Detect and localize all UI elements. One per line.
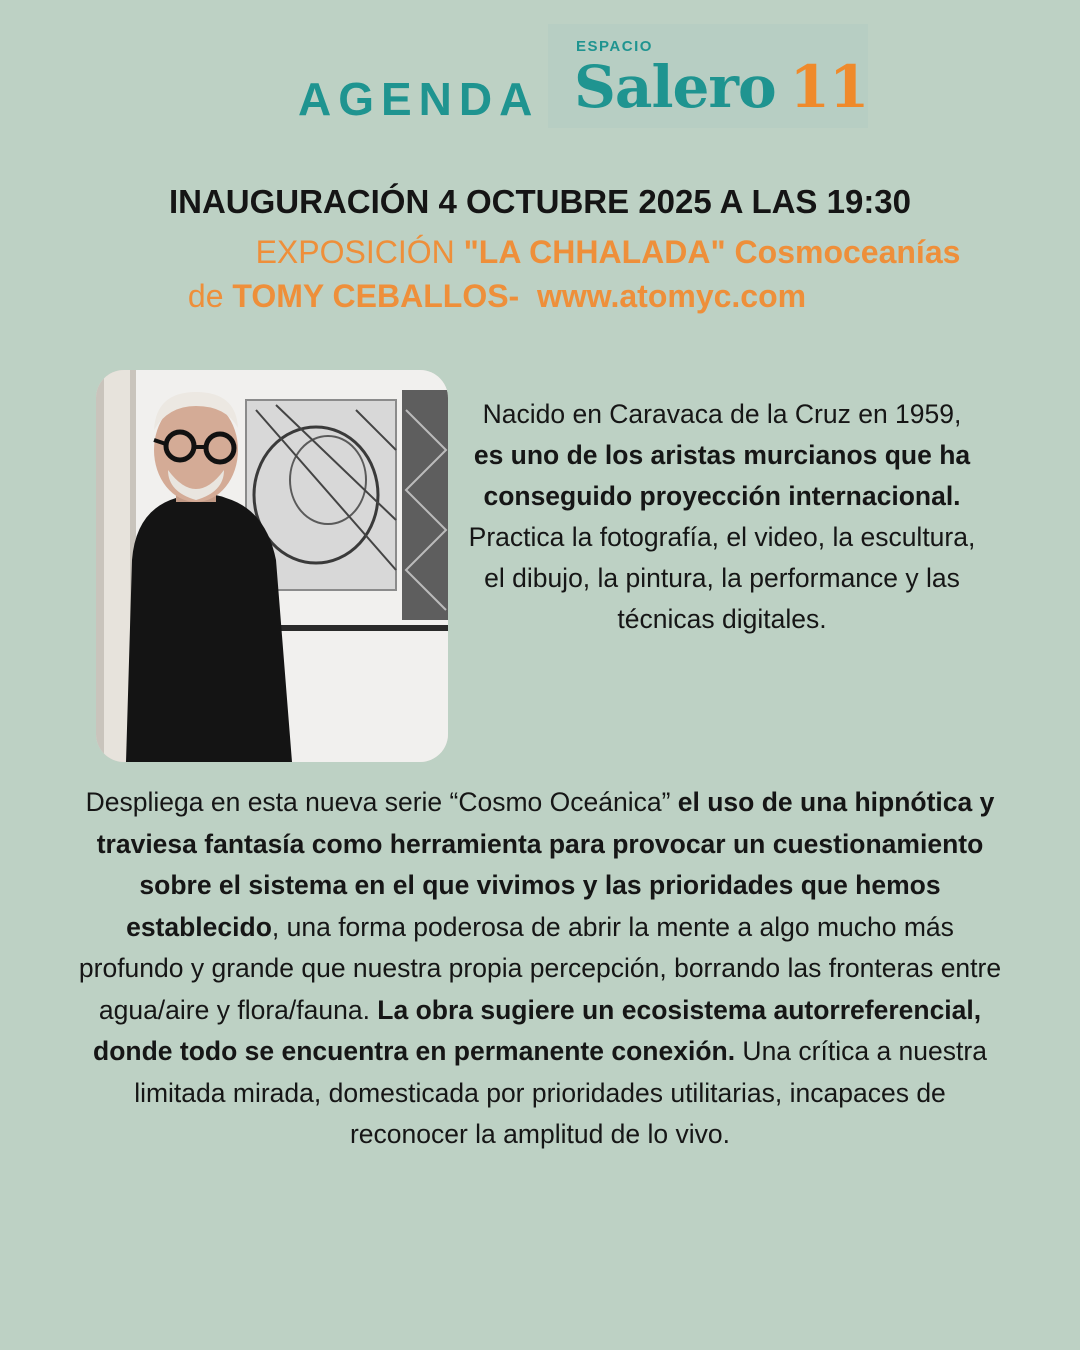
logo-name-text: Salero: [574, 53, 776, 121]
salero-logo: [548, 24, 868, 128]
portrait-illustration: [96, 370, 448, 762]
artist-portrait-icon: [96, 370, 448, 762]
description-bold-1: el uso de una hipnótica y traviesa fantasía como herramienta para provocar un cuestionamiento sobre el sistema en el que vivimos y las prioridades que hemos establecido: [96, 787, 995, 942]
exhibition-title-line: [0, 230, 1080, 274]
artist-bio: [466, 394, 978, 640]
exhibition-info: [0, 230, 1080, 318]
bio-intro: Nacido en Caravaca de la Cruz en 1959,: [482, 399, 962, 429]
exhibition-by: de: [187, 278, 233, 314]
exhibition-description: [72, 782, 1008, 1156]
logo-number: 11: [789, 53, 869, 121]
header: [0, 22, 1080, 132]
logo-espacio: ESPACIO: [576, 38, 653, 55]
description-bold-2: La obra sugiere un ecosistema autorreferencial, donde todo se encuentra en permanente conexión.: [93, 994, 982, 1066]
agenda-title: AGENDA: [298, 73, 540, 125]
artist-website[interactable]: www.atomyc.com: [536, 278, 807, 314]
inauguration-headline: INAUGURACIÓN 4 OCTUBRE 2025 A LAS 19:30: [168, 183, 912, 220]
artist-name: TOMY CEBALLOS-: [232, 278, 520, 314]
bio-disciplines: Practica la fotografía, el video, la escultura, el dibujo, la pintura, la performance y las técnicas digitales.: [468, 522, 976, 634]
logo-name: [574, 54, 868, 120]
description-text-1: Despliega en esta nueva serie “Cosmo Oceánica”: [85, 787, 678, 817]
bio-highlight: es uno de los aristas murcianos que ha conseguido proyección internacional.: [473, 440, 971, 511]
exhibition-title: "LA CHHALADA" Cosmoceanías: [463, 234, 961, 270]
exhibition-artist-line: [0, 274, 1080, 318]
description-text-2: , una forma poderosa de abrir la mente a algo mucho más profundo y grande que nuestra propia percepción, borrando las fronteras entre agua/aire y flora/fauna.: [78, 911, 1002, 1025]
description-text-3: Una crítica a nuestra limitada mirada, domesticada por prioridades utilitarias, incapaces de reconocer la amplitud de lo vivo.: [134, 1036, 987, 1149]
exhibition-prefix: EXPOSICIÓN: [255, 234, 464, 270]
